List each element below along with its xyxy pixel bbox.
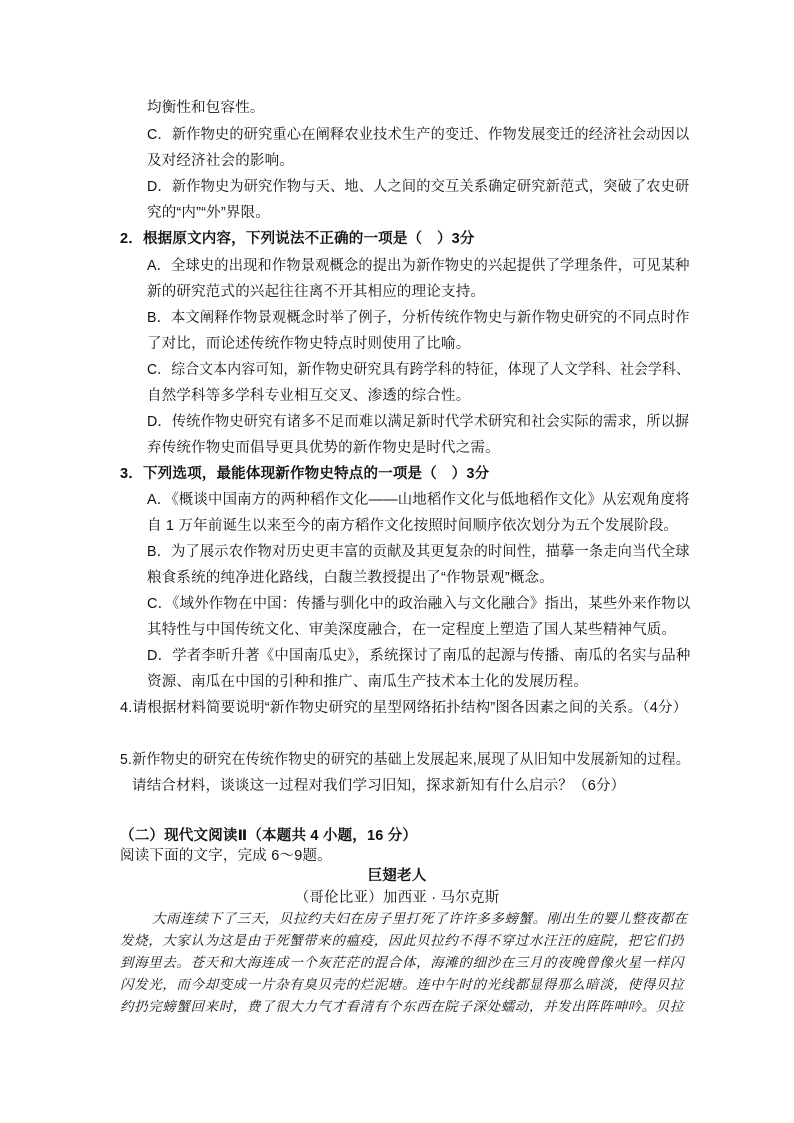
- q2-option-b-line2: 了对比，而论述传统作物史特点时则使用了比喻。: [147, 336, 471, 352]
- reading-instruction: 阅读下面的文字，完成 6～9题。: [120, 848, 332, 864]
- q3-option-d-line2: 资源、南瓜在中国的引种和推广、南瓜生产技术本土化的发展历程。: [147, 674, 588, 690]
- q3-option-b-line1: B．为了展示农作物对历史更丰富的贡献及其更复杂的时间性，描摹一条走向当代全球: [147, 544, 690, 560]
- q3-option-c-line1: C．《域外作物在中国：传播与驯化中的政治融入与文化融合》指出，某些外来作物以: [147, 596, 691, 612]
- q2-option-b-line1: B．本文阐释作物景观概念时举了例子，分析传统作物史与新作物史研究的不同点时作: [147, 310, 690, 326]
- story-paragraph-line4: 闪发光，而今却变成一片杂有臭贝壳的烂泥塘。连中午时的光线都显得那么暗淡，使得贝拉: [120, 977, 684, 993]
- q2-option-a-line1: A．全球史的出现和作物景观概念的提出为新作物史的兴起提供了学理条件，可见某种: [147, 258, 690, 274]
- q3-option-b-line2: 粮食系统的纯净进化路线，白馥兰教授提出了“作物景观”概念。: [147, 570, 554, 586]
- q3-option-a-line2: 自 1 万年前诞生以来至今的南方稻作文化按照时间顺序依次划分为五个发展阶段。: [147, 518, 679, 534]
- story-paragraph-line5: 约扔完螃蟹回来时，费了很大力气才看清有个东西在院子深处蠕动，并发出阵阵呻吟。贝拉: [120, 999, 684, 1015]
- q1-option-c-line1: C．新作物史的研究重心在阐释农业技术生产的变迁、作物发展变迁的经济社会动因以: [147, 127, 690, 143]
- q2-option-d-line2: 弃传统作物史而倡导更具优势的新作物史是时代之需。: [147, 440, 500, 456]
- q3-stem: 3．下列选项，最能体现新作物史特点的一项是（ ）3分: [120, 466, 490, 482]
- q3-option-d-line1: D．学者李昕升著《中国南瓜史》，系统探讨了南瓜的起源与传播、南瓜的名实与品种: [147, 648, 691, 664]
- q1-option-c-line2: 及对经济社会的影响。: [147, 153, 294, 169]
- q5-stem-line2: 请结合材料，谈谈这一过程对我们学习旧知，探求新知有什么启示？（6分）: [132, 778, 626, 794]
- story-author: （哥伦比亚）加西亚 · 马尔克斯: [294, 890, 500, 906]
- q1-option-d-line2: 究的“内”“外”界限。: [147, 205, 271, 221]
- q2-option-d-line1: D．传统作物史研究有诸多不足而难以满足新时代学术研究和社会实际的需求，所以摒: [147, 414, 690, 430]
- q3-option-c-line2: 其特性与中国传统文化、审美深度融合，在一定程度上塑造了国人某些精神气质。: [147, 622, 677, 638]
- section-heading: （二）现代文阅读Ⅱ（本题共 4 小题，16 分）: [120, 828, 418, 844]
- q1-option-b-continuation: 均衡性和包容性。: [147, 100, 265, 116]
- q2-option-a-line2: 新的研究范式的兴起往往离不开其相应的理论支持。: [147, 284, 486, 300]
- q4-stem: 4.请根据材料简要说明“新作物史研究的星型网络拓扑结构”图各因素之间的关系。（4分）: [120, 700, 688, 716]
- story-paragraph-line1: 大雨连续下了三天，贝拉约夫妇在房子里打死了许许多多螃蟹。刚出生的婴儿整夜都在: [152, 911, 688, 927]
- q2-option-c-line2: 自然学科等多学科专业相互交叉、渗透的综合性。: [147, 388, 471, 404]
- q5-stem-line1: 5.新作物史的研究在传统作物史的研究的基础上发展起来,展现了从旧知中发展新知的过程。: [120, 752, 690, 768]
- story-paragraph-line3: 到海里去。苍天和大海连成一个灰茫茫的混合体，海滩的细沙在三月的夜晚曾像火星一样闪: [120, 955, 684, 971]
- story-title: 巨翅老人: [367, 868, 427, 884]
- q2-option-c-line1: C．综合文本内容可知，新作物史研究具有跨学科的特征，体现了人文学科、社会学科、: [147, 362, 691, 378]
- story-paragraph-line2: 发烧，大家认为这是由于死蟹带来的瘟疫，因此贝拉约不得不穿过水汪汪的庭院，把它们扔: [120, 933, 684, 949]
- q3-option-a-line1: A．《概谈中国南方的两种稻作文化——山地稻作文化与低地稻作文化》从宏观角度将: [147, 492, 690, 508]
- q1-option-d-line1: D．新作物史为研究作物与天、地、人之间的交互关系确定研究新范式，突破了农史研: [147, 179, 690, 195]
- q2-stem: 2．根据原文内容，下列说法不正确的一项是（ ）3分: [120, 231, 475, 247]
